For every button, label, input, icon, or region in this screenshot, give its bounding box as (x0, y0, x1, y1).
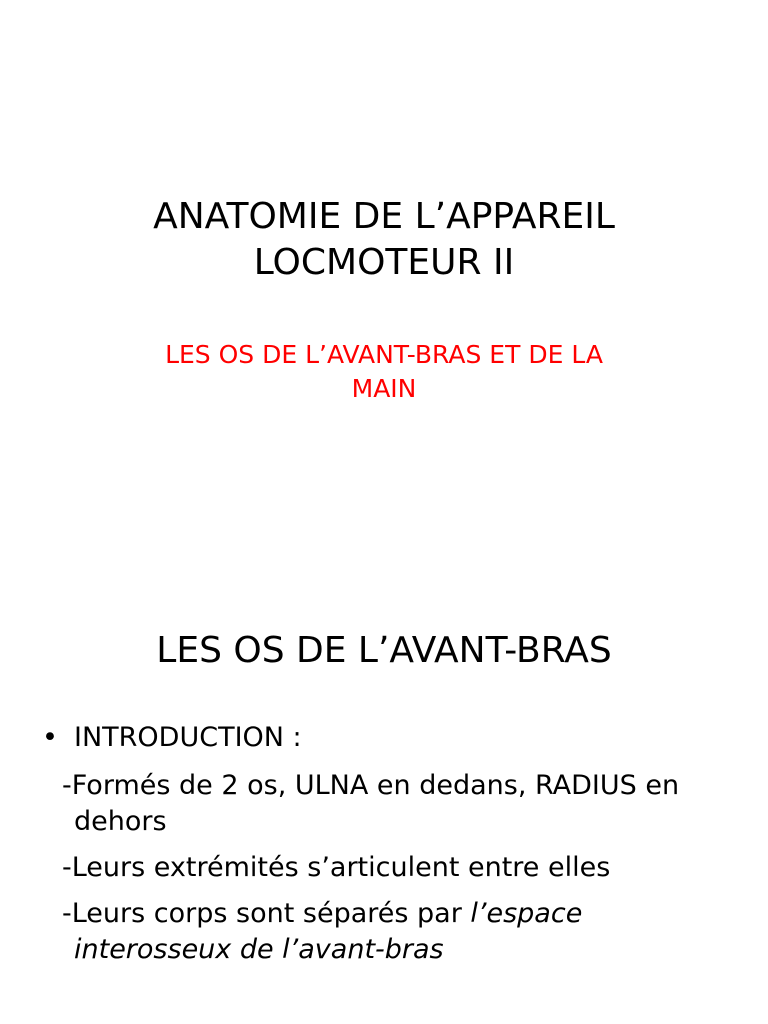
sub-item-bones (62, 768, 740, 840)
sub-item-bodies-italic-1: l’espace (470, 898, 583, 929)
sub-item-bodies-italic-2: interosseux de l’avant-bras (74, 934, 444, 965)
sub-item-bones-line-2: dehors (74, 806, 167, 837)
slide-1-title (0, 194, 768, 286)
slide-1-subtitle-line-2: MAIN (351, 374, 417, 403)
slide-2-title: LES OS DE L’AVANT-BRAS (156, 630, 612, 671)
sub-item-bodies (62, 896, 740, 968)
slide-1-subtitle (0, 338, 768, 406)
slide-1-title-line-1: ANATOMIE DE L’APPAREIL (153, 196, 615, 237)
slide-2 (0, 576, 768, 1024)
intro-bullet (40, 720, 740, 756)
sub-item-extremities (62, 850, 740, 886)
sub-item-extremities-text: -Leurs extrémités s’articulent entre elles (62, 852, 611, 883)
slide-1-title-line-2: LOCMOTEUR II (253, 242, 515, 283)
slide-1-subtitle-line-1: LES OS DE L’AVANT-BRAS ET DE LA (165, 340, 603, 369)
sub-item-bones-line-1: -Formés de 2 os, ULNA en dedans, RADIUS en (62, 770, 680, 801)
slide-2-content (40, 720, 740, 978)
bullet-icon: • (42, 722, 58, 753)
sub-item-bodies-text: -Leurs corps sont séparés par (62, 898, 471, 929)
intro-text: INTRODUCTION : (74, 722, 302, 753)
